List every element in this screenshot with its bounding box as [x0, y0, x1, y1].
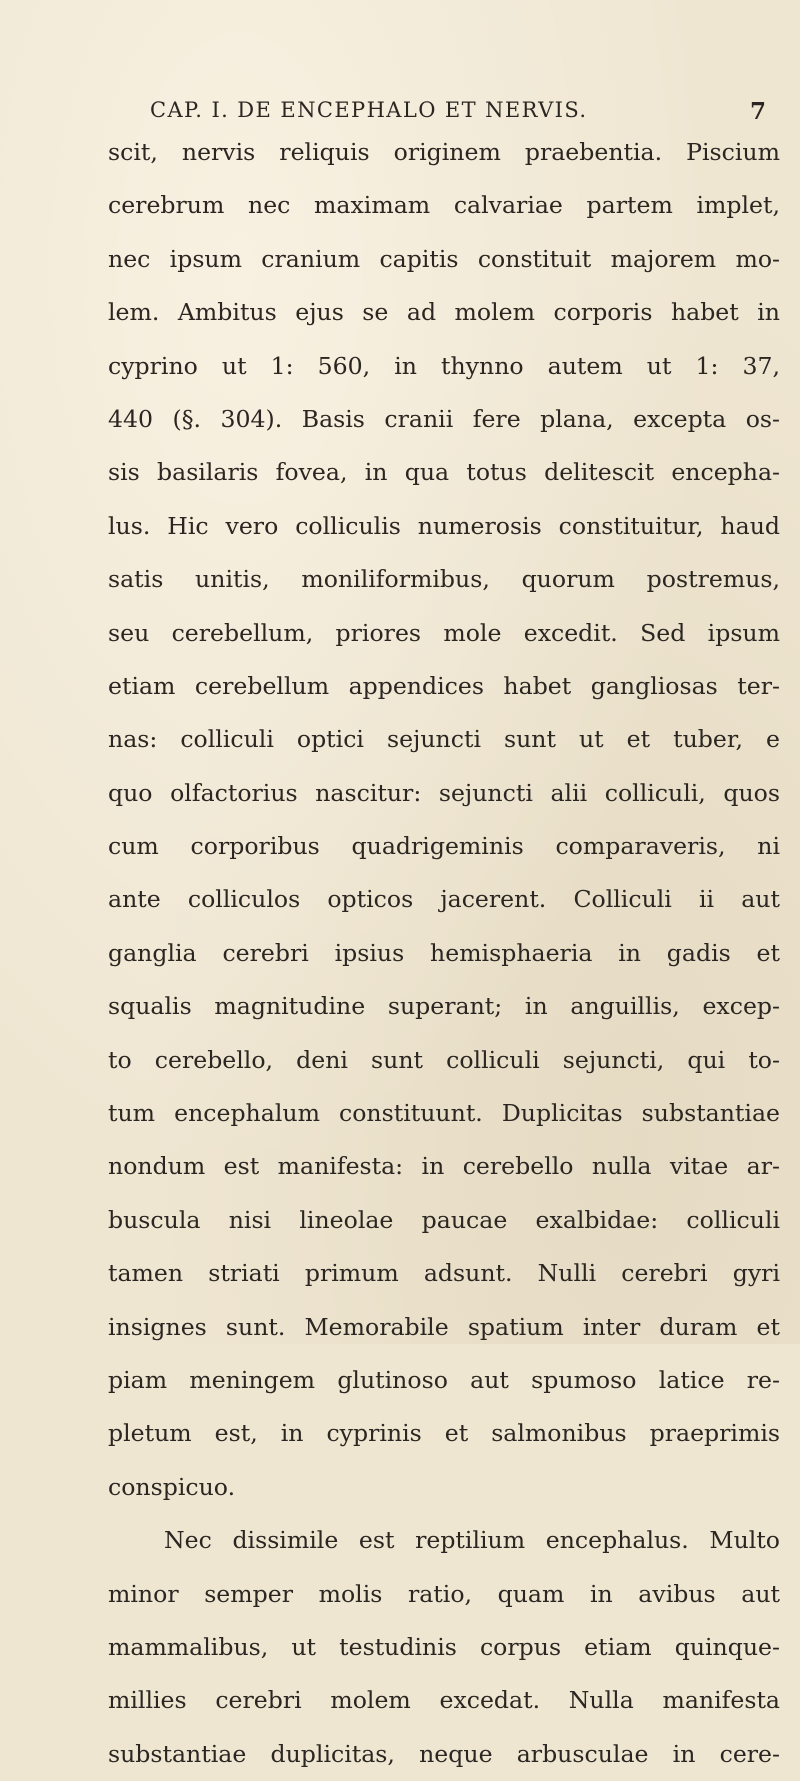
page-number: 7	[750, 98, 767, 125]
text-line: ante colliculos opticos jacerent. Colliculi ii aut	[108, 885, 780, 914]
text-line: pletum est, in cyprinis et salmonibus praeprimis	[108, 1419, 780, 1448]
text-line: millies cerebri molem excedat. Nulla manifesta	[108, 1686, 780, 1715]
text-line: scit, nervis reliquis originem praebentia. Piscium	[108, 138, 780, 166]
text-line: lus. Hic vero colliculis numerosis constituitur, haud	[108, 511, 780, 540]
text-line: etiam cerebellum appendices habet gangliosas ter-	[108, 671, 780, 700]
text-line: nas: colliculi optici sejuncti sunt ut et tuber, e	[108, 725, 780, 754]
text-line: cum corporibus quadrigeminis comparaveris, ni	[108, 832, 780, 861]
text-line: buscula nisi lineolae paucae exalbidae: colliculi	[108, 1205, 780, 1234]
chapter-title: CAP. I. DE ENCEPHALO ET NERVIS.	[150, 98, 588, 122]
body-text	[108, 126, 780, 1781]
text-line: nondum est manifesta: in cerebello nulla vitae ar-	[108, 1152, 780, 1181]
text-line: tum encephalum constituunt. Duplicitas substantiae	[108, 1099, 780, 1128]
text-line: seu cerebellum, priores mole excedit. Sed ipsum	[108, 618, 780, 647]
text-line: nec ipsum cranium capitis constituit majorem mo-	[108, 244, 780, 273]
text-line: insignes sunt. Memorabile spatium inter duram et	[108, 1312, 780, 1341]
text-line: minor semper molis ratio, quam in avibus aut	[108, 1579, 780, 1608]
text-line: lem. Ambitus ejus se ad molem corporis habet in	[108, 298, 780, 327]
paragraph-end-line: conspicuo.	[108, 1472, 236, 1501]
text-line: satis unitis, moniliformibus, quorum postremus,	[108, 565, 780, 594]
text-line: 440 (§. 304). Basis cranii fere plana, excepta os-	[108, 404, 780, 433]
text-line: cyprino ut 1: 560, in thynno autem ut 1: 37,	[108, 351, 780, 380]
text-line: mammalibus, ut testudinis corpus etiam quinque-	[108, 1632, 780, 1661]
text-line: substantiae duplicitas, neque arbusculae in cere-	[108, 1739, 780, 1768]
text-line: cerebrum nec maximam calvariae partem implet,	[108, 191, 780, 220]
text-line: piam meningem glutinoso aut spumoso latice re-	[108, 1365, 780, 1394]
text-line: squalis magnitudine superant; in anguillis, excep-	[108, 992, 780, 1021]
text-line: ganglia cerebri ipsius hemisphaeria in gadis et	[108, 938, 780, 967]
paragraph-start-line: Nec dissimile est reptilium encephalus. Multo	[164, 1526, 780, 1555]
text-line: sis basilaris fovea, in qua totus delitescit encepha-	[108, 458, 780, 487]
text-line: tamen striati primum adsunt. Nulli cerebri gyri	[108, 1259, 780, 1288]
text-line: to cerebello, deni sunt colliculi sejuncti, qui to-	[108, 1045, 780, 1074]
text-line: quo olfactorius nascitur: sejuncti alii colliculi, quos	[108, 778, 780, 807]
